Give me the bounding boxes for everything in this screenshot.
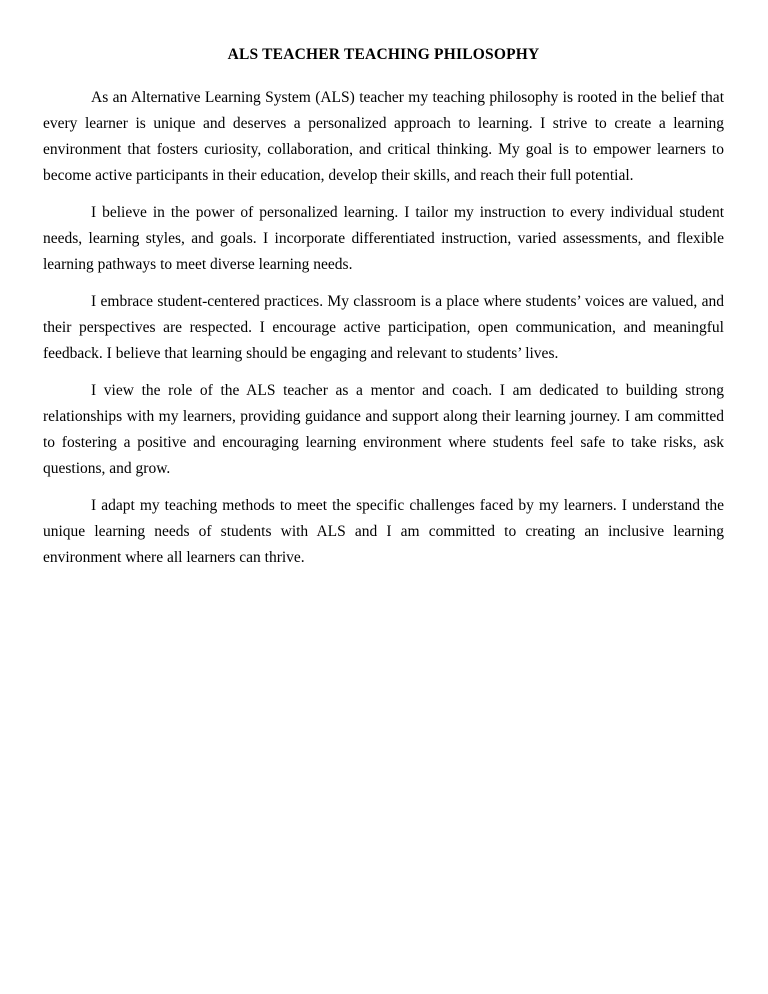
paragraph: I believe in the power of personalized learning. I tailor my instruction to every individual student needs, learning styles, and goals. I incorporate differentiated instruction, varied assessments, and flexible learning pathways to meet diverse learning needs. [43,204,724,273]
paragraph: I embrace student-centered practices. My classroom is a place where students’ voices are valued, and their perspectives are respected. I encourage active participation, open communication, and meaningful feedback. I believe that learning should be engaging and relevant to students’ lives. [43,293,724,362]
paragraph: As an Alternative Learning System (ALS) teacher my teaching philosophy is rooted in the belief that every learner is unique and deserves a personalized approach to learning. I strive to create a learning environment that fosters curiosity, collaboration, and critical thinking. My goal is to empower learners to become active participants in their education, develop their skills, and reach their full potential. [43,89,724,184]
paragraph: I view the role of the ALS teacher as a mentor and coach. I am dedicated to building strong relationships with my learners, providing guidance and support along their learning journey. I am committed to fostering a positive and encouraging learning environment where students feel safe to take risks, ask questions, and grow. [43,382,724,477]
paragraph: I adapt my teaching methods to meet the specific challenges faced by my learners. I understand the unique learning needs of students with ALS and I am committed to creating an inclusive learning environment where all learners can thrive. [43,497,724,566]
document-title: ALS TEACHER TEACHING PHILOSOPHY [227,46,540,63]
document-body [43,85,724,571]
